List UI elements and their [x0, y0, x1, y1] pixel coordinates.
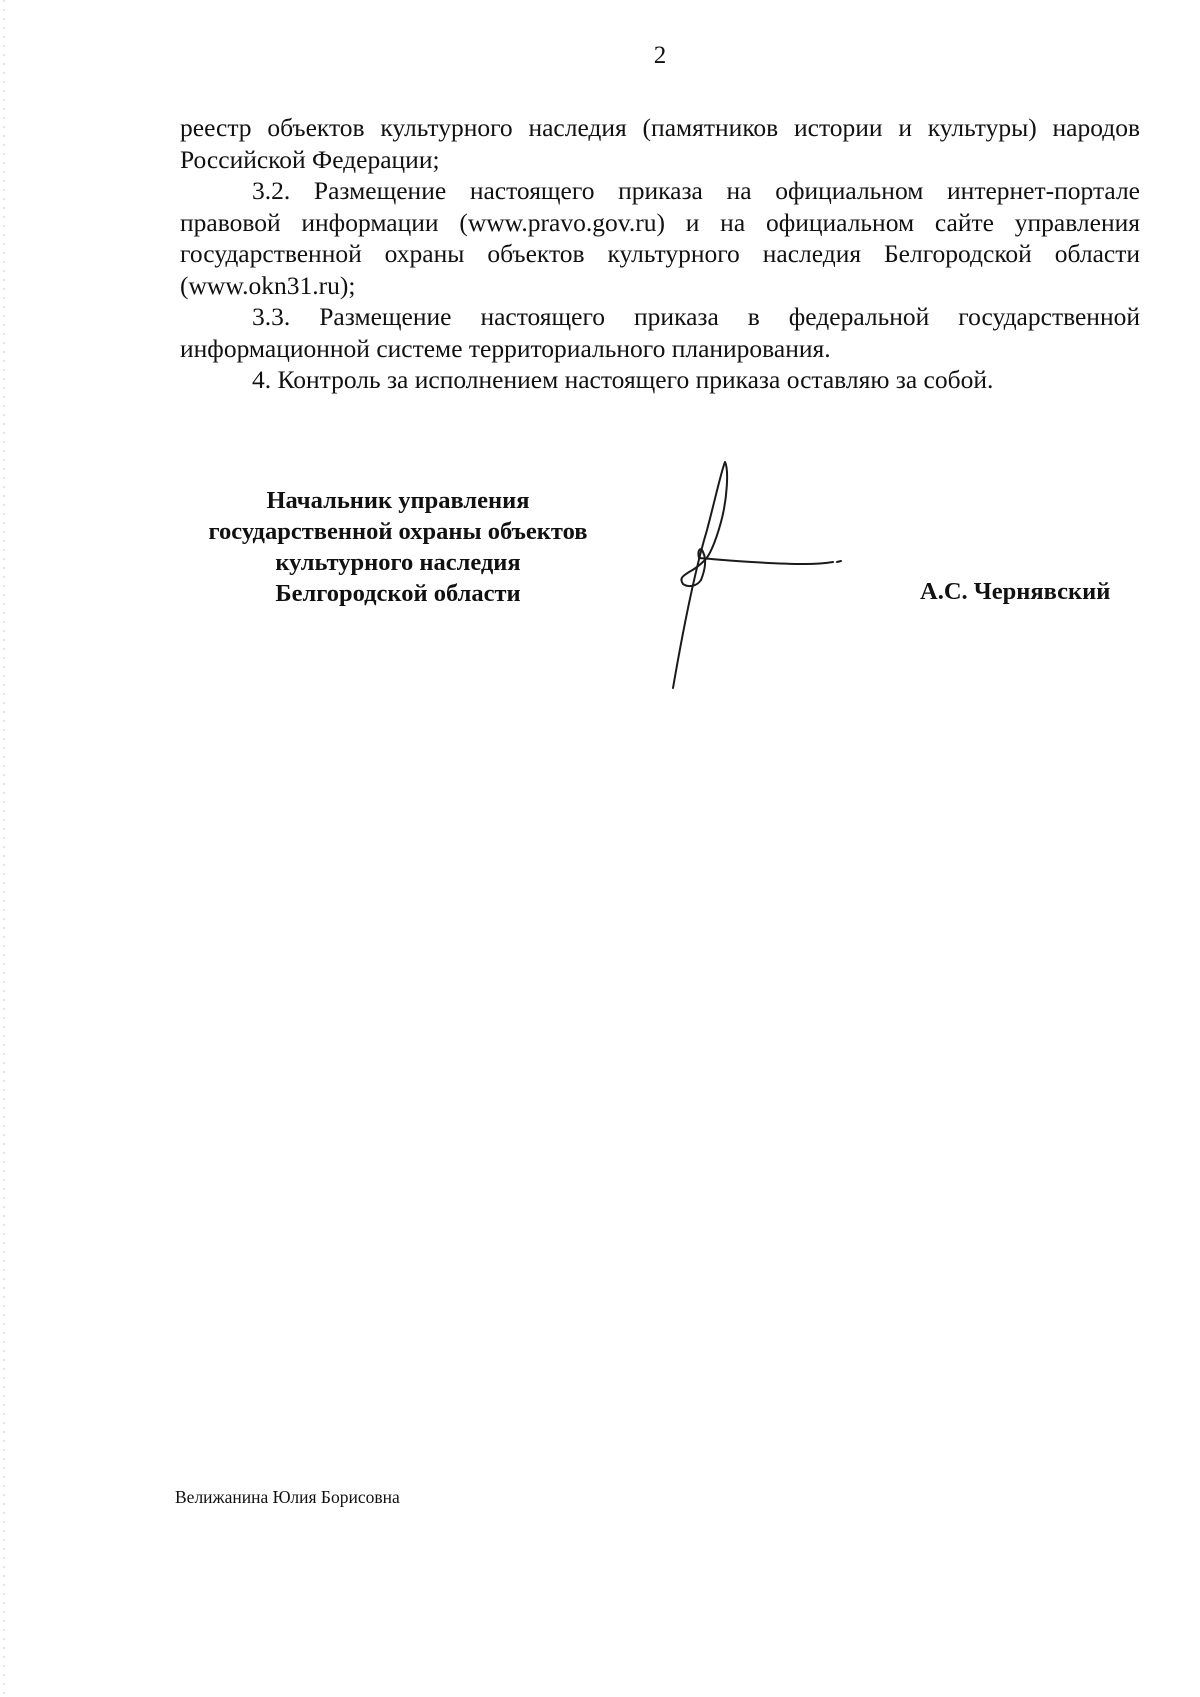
position-line: Начальник управления: [266, 487, 530, 514]
paragraph-3-2: 3.2. Размещение настоящего приказа на официальном интернет-портале правовой информации (www.pravo.gov.ru) и на официальном сайте управления государственной охраны объектов культурного наследия Белгородской области (www.okn31.ru);: [180, 176, 1140, 300]
signatory-position: [178, 485, 618, 609]
signatory-name: А.С. Чернявский: [920, 578, 1111, 605]
executor-name: Велижанина Юлия Борисовна: [175, 1487, 400, 1507]
paragraph-4: 4. Контроль за исполнением настоящего приказа оставляю за собой.: [252, 365, 994, 394]
page-number: 2: [653, 42, 667, 69]
position-line: культурного наследия: [275, 549, 521, 576]
paragraph-3-3: 3.3. Размещение настоящего приказа в федеральной государственной информационной системе территориального планирования.: [180, 302, 1140, 363]
paragraph-registry-continuation: реестр объектов культурного наследия (памятников истории и культуры) народов Российской Федерации;: [180, 113, 1140, 174]
scan-edge-artifact: [3, 0, 5, 1697]
handwritten-signature: [665, 460, 865, 695]
position-line: государственной охраны объектов: [208, 518, 588, 545]
document-body: [180, 112, 1140, 396]
position-line: Белгородской области: [275, 580, 521, 607]
